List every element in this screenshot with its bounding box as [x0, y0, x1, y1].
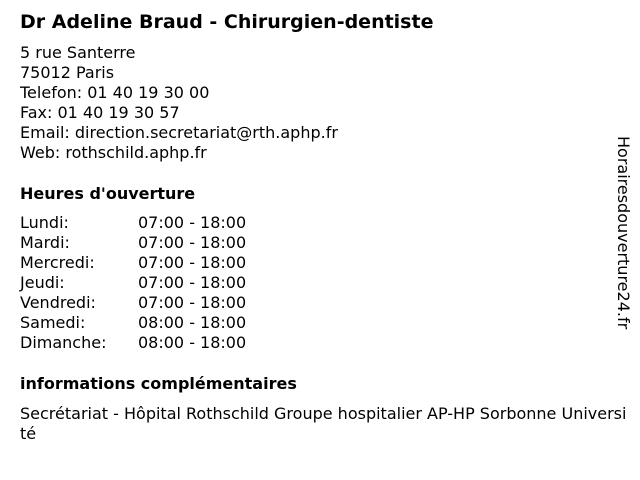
- day-label: Jeudi:: [20, 273, 65, 292]
- day-label: Lundi:: [20, 213, 69, 232]
- info-text: Secrétariat - Hôpital Rothschild Groupe hospitalier AP-HP Sorbonne Université: [20, 404, 627, 443]
- phone-number: Telefon: 01 40 19 30 00: [20, 83, 210, 102]
- page-title: Dr Adeline Braud - Chirurgien-dentiste: [20, 11, 434, 33]
- day-label: Samedi:: [20, 313, 86, 332]
- time-range: 07:00 - 18:00: [138, 293, 247, 312]
- city-postcode: 75012 Paris: [20, 63, 115, 82]
- time-range: 07:00 - 18:00: [138, 233, 247, 252]
- time-range: 08:00 - 18:00: [138, 313, 247, 332]
- info-heading: informations complémentaires: [20, 374, 297, 393]
- street-address: 5 rue Santerre: [20, 43, 136, 62]
- time-range: 08:00 - 18:00: [138, 333, 247, 352]
- email-address: Email: direction.secretariat@rth.aphp.fr: [20, 123, 338, 142]
- fax-number: Fax: 01 40 19 30 57: [20, 103, 180, 122]
- address-block: [20, 43, 338, 163]
- time-range: 07:00 - 18:00: [138, 273, 247, 292]
- watermark: Horairesdouverture24.fr: [614, 136, 633, 330]
- day-label: Mardi:: [20, 233, 70, 252]
- hours-heading: Heures d'ouverture: [20, 184, 196, 203]
- time-range: 07:00 - 18:00: [138, 253, 247, 272]
- day-label: Mercredi:: [20, 253, 95, 272]
- day-label: Vendredi:: [20, 293, 96, 312]
- time-range: 07:00 - 18:00: [138, 213, 247, 232]
- day-label: Dimanche:: [20, 333, 107, 352]
- website: Web: rothschild.aphp.fr: [20, 143, 207, 162]
